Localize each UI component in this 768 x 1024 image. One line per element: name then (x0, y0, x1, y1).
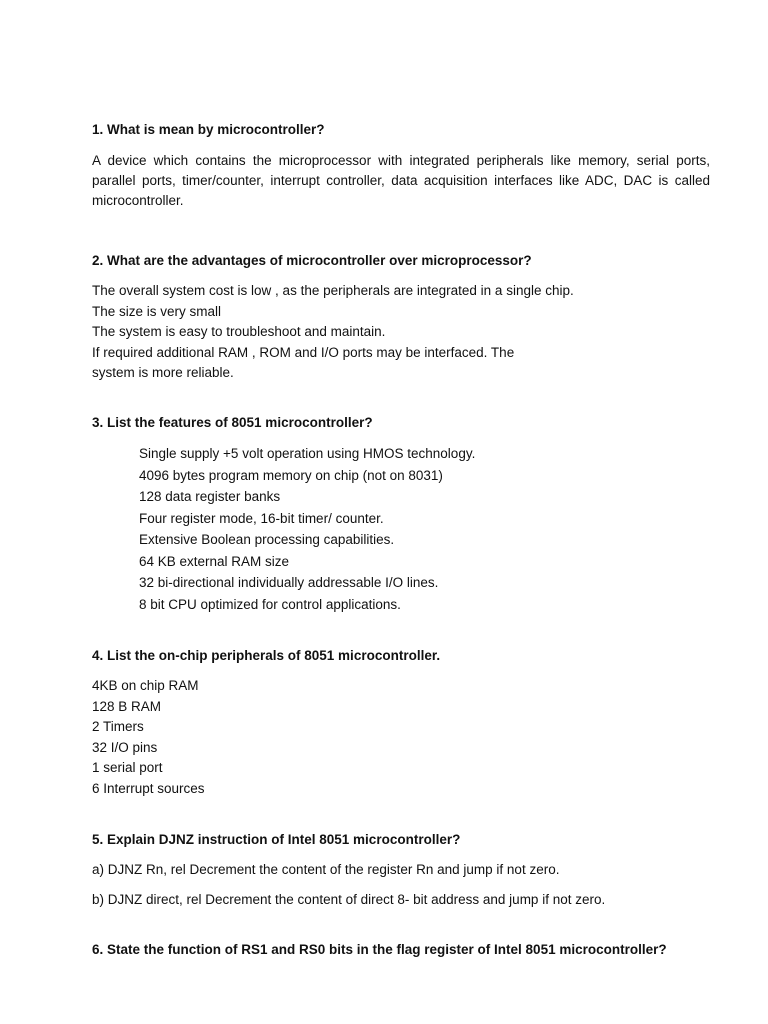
list-item: The size is very small (92, 303, 222, 319)
question-1-answer: A device which contains the microprocessor with integrated peripherals like memory, serial ports, parallel ports, timer/counter, interrupt controller, data acquisition interfaces like ADC, DAC is called microcontroller. (92, 153, 710, 208)
list-item: The system is easy to troubleshoot and maintain. (92, 324, 386, 340)
list-item: If required additional RAM , ROM and I/O ports may be interfaced. The (92, 344, 515, 360)
question-2-heading: 2. What are the advantages of microcontroller over microprocessor? (92, 253, 532, 268)
question-6-heading: 6. State the function of RS1 and RS0 bits in the flag register of Intel 8051 microcontroller? (92, 942, 667, 957)
list-item: Extensive Boolean processing capabilities. (139, 532, 395, 547)
list-item: 128 data register banks (139, 489, 281, 504)
list-item: The overall system cost is low , as the peripherals are integrated in a single chip. (92, 283, 574, 298)
question-5-answer-a: a) DJNZ Rn, rel Decrement the content of the register Rn and jump if not zero. (92, 862, 560, 877)
list-item: 6 Interrupt sources (92, 780, 205, 796)
list-item: 128 B RAM (92, 698, 162, 714)
list-item: system is more reliable. (92, 365, 234, 381)
list-item: 1 serial port (92, 760, 163, 776)
question-4-heading: 4. List the on-chip peripherals of 8051 microcontroller. (92, 648, 441, 663)
question-5-heading: 5. Explain DJNZ instruction of Intel 8051 microcontroller? (92, 832, 461, 847)
list-item: 4096 bytes program memory on chip (not on 8031) (139, 467, 443, 483)
question-3-feature-list (139, 443, 475, 615)
question-2-answer-list (92, 281, 574, 384)
list-item: 64 KB external RAM size (139, 553, 290, 569)
question-3-heading: 3. List the features of 8051 microcontroller? (92, 415, 373, 430)
list-item: 32 I/O pins (92, 739, 158, 755)
list-item: 4KB on chip RAM (92, 678, 199, 693)
list-item: Four register mode, 16-bit timer/ counter. (139, 510, 384, 526)
question-4-peripheral-list (92, 676, 205, 800)
list-item: Single supply +5 volt operation using HMOS technology. (139, 446, 476, 461)
list-item: 2 Timers (92, 719, 144, 735)
question-5-answer-b: b) DJNZ direct, rel Decrement the content of direct 8- bit address and jump if not zero. (92, 892, 606, 907)
list-item: 32 bi-directional individually addressable I/O lines. (139, 575, 439, 590)
question-1-heading: 1. What is mean by microcontroller? (92, 122, 325, 137)
list-item: 8 bit CPU optimized for control applications. (139, 596, 401, 612)
